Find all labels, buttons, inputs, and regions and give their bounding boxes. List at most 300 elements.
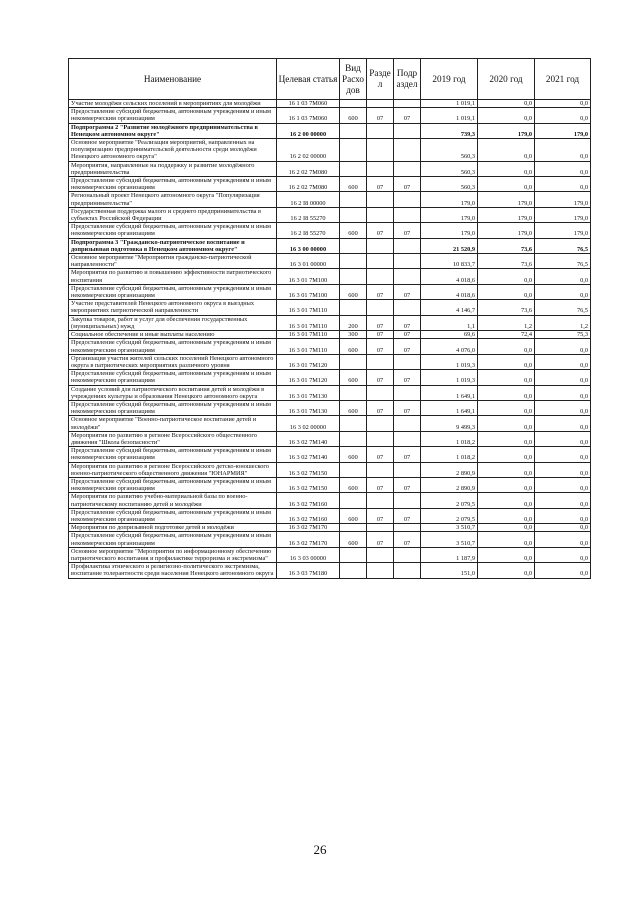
row-value-2020: 179,0: [478, 207, 535, 222]
row-target-code: 16 3 02 7М160: [277, 493, 340, 508]
row-target-code: 16 2 02 00000: [277, 139, 340, 162]
row-value-2021: 0,0: [535, 284, 591, 299]
row-section: [367, 192, 394, 207]
row-name: Основное мероприятие "Военно-патриотическое воспитание детей и молодёжи": [69, 416, 277, 431]
row-name: Организация участия жителей сельских поселений Ненецкого автономного округа в патриотических мероприятиях различного уровня: [69, 354, 277, 369]
row-target-code: 16 3 02 7М150: [277, 477, 340, 492]
row-name: Предоставление субсидий бюджетным, автономным учреждениям и иным некоммерческим организациям: [69, 508, 277, 523]
row-expense-type: [340, 547, 367, 562]
row-subsection: [394, 385, 421, 400]
table-row: [69, 223, 591, 238]
row-value-2019: 179,0: [421, 223, 478, 238]
row-section: [367, 139, 394, 162]
row-section: [367, 123, 394, 138]
row-value-2020: 0,0: [478, 524, 535, 532]
table-row: [69, 462, 591, 477]
row-expense-type: [340, 269, 367, 284]
table-row: [69, 331, 591, 339]
row-section: [367, 462, 394, 477]
row-value-2020: 0,0: [478, 139, 535, 162]
row-target-code: 16 3 02 7М140: [277, 447, 340, 462]
row-value-2019: 9 499,3: [421, 416, 478, 431]
row-expense-type: [340, 123, 367, 138]
header-2020: 2020 год: [478, 59, 535, 100]
row-value-2021: 0,0: [535, 100, 591, 108]
row-expense-type: 600: [340, 108, 367, 123]
row-name: Предоставление субсидий бюджетным, автономным учреждениям и иным некоммерческим организациям: [69, 284, 277, 299]
row-name: Предоставление субсидий бюджетным, автономным учреждениям и иным некоммерческим организациям: [69, 447, 277, 462]
page-number: 26: [313, 842, 327, 857]
row-section: 07: [367, 177, 394, 192]
row-name: Подпрограмма 3 "Гражданско-патриотическое воспитание и допризывная подготовка в Ненецком автономном округе": [69, 238, 277, 253]
row-target-code: 16 3 02 7М170: [277, 524, 340, 532]
row-value-2021: 0,0: [535, 400, 591, 415]
row-name: Предоставление субсидий бюджетным, автономным учреждениям и иным некоммерческим организациям: [69, 223, 277, 238]
table-row: [69, 238, 591, 253]
row-value-2021: 0,0: [535, 108, 591, 123]
table-row: [69, 284, 591, 299]
row-expense-type: [340, 192, 367, 207]
row-expense-type: 600: [340, 508, 367, 523]
row-section: 07: [367, 370, 394, 385]
row-subsection: [394, 493, 421, 508]
row-target-code: 16 3 01 7М130: [277, 385, 340, 400]
row-value-2019: 4 018,6: [421, 269, 478, 284]
row-value-2019: 21 520,9: [421, 238, 478, 253]
row-value-2021: 0,0: [535, 508, 591, 523]
table-row: [69, 315, 591, 330]
budget-table: [68, 58, 591, 579]
row-section: 07: [367, 447, 394, 462]
row-name: Основное мероприятие "Реализация мероприятий, направленных на популяризацию предпринимательской деятельности среди молодёжи Ненецкого автономного округа": [69, 139, 277, 162]
row-expense-type: 600: [340, 284, 367, 299]
header-2019: 2019 год: [421, 59, 478, 100]
row-section: 07: [367, 331, 394, 339]
table-row: [69, 139, 591, 162]
row-name: Предоставление субсидий бюджетным, автономным учреждениям и иным некоммерческим организациям: [69, 400, 277, 415]
row-value-2021: 0,0: [535, 385, 591, 400]
row-value-2021: 76,5: [535, 300, 591, 315]
row-value-2019: 1 019,3: [421, 370, 478, 385]
row-subsection: [394, 524, 421, 532]
row-value-2019: 1 019,3: [421, 354, 478, 369]
row-target-code: 16 2 I8 00000: [277, 192, 340, 207]
header-name: Наименование: [69, 59, 277, 100]
row-value-2019: 151,0: [421, 563, 478, 578]
row-target-code: 16 3 01 7М130: [277, 400, 340, 415]
row-subsection: 07: [394, 400, 421, 415]
row-value-2019: 2 890,9: [421, 462, 478, 477]
row-target-code: 16 3 02 00000: [277, 416, 340, 431]
row-target-code: 16 3 01 7М110: [277, 300, 340, 315]
row-subsection: [394, 563, 421, 578]
row-subsection: [394, 354, 421, 369]
row-target-code: 16 2 I8 55270: [277, 223, 340, 238]
row-subsection: 07: [394, 508, 421, 523]
row-section: [367, 269, 394, 284]
row-expense-type: [340, 493, 367, 508]
row-subsection: [394, 139, 421, 162]
row-expense-type: [340, 139, 367, 162]
row-name: Профилактика этнического и религиозно-политического экстремизма, воспитание толерантности среди населения Ненецкого автономного округа: [69, 563, 277, 578]
row-subsection: 07: [394, 339, 421, 354]
row-subsection: [394, 123, 421, 138]
row-value-2021: 179,0: [535, 123, 591, 138]
row-value-2019: 4 146,7: [421, 300, 478, 315]
row-value-2020: 0,0: [478, 339, 535, 354]
row-value-2020: 0,0: [478, 447, 535, 462]
row-value-2020: 179,0: [478, 192, 535, 207]
row-subsection: [394, 100, 421, 108]
row-value-2020: 73,6: [478, 238, 535, 253]
row-value-2020: 0,0: [478, 563, 535, 578]
row-target-code: 16 3 00 00000: [277, 238, 340, 253]
row-value-2019: 1 649,1: [421, 400, 478, 415]
row-expense-type: [340, 300, 367, 315]
row-name: Мероприятия по развитию и повышению эффективности патриотического воспитания: [69, 269, 277, 284]
row-value-2021: 0,0: [535, 477, 591, 492]
row-section: [367, 161, 394, 176]
row-value-2021: 0,0: [535, 524, 591, 532]
row-subsection: 07: [394, 532, 421, 547]
row-subsection: [394, 207, 421, 222]
table-row: [69, 254, 591, 269]
row-target-code: 16 3 03 7М180: [277, 563, 340, 578]
row-target-code: 16 3 01 7М110: [277, 315, 340, 330]
row-value-2020: 0,0: [478, 493, 535, 508]
row-value-2019: 1 019,1: [421, 100, 478, 108]
row-target-code: 16 3 02 7М140: [277, 431, 340, 446]
table-row: [69, 100, 591, 108]
row-expense-type: [340, 254, 367, 269]
row-value-2021: 0,0: [535, 139, 591, 162]
row-target-code: 16 3 01 7М120: [277, 354, 340, 369]
row-subsection: [394, 547, 421, 562]
row-name: Предоставление субсидий бюджетным, автономным учреждениям и иным некоммерческим организациям: [69, 108, 277, 123]
table-row: [69, 532, 591, 547]
table-row: [69, 493, 591, 508]
table-row: [69, 300, 591, 315]
row-target-code: 16 3 02 7М170: [277, 532, 340, 547]
row-target-code: 16 3 01 7М100: [277, 284, 340, 299]
table-header-row: [69, 59, 591, 100]
table-row: [69, 123, 591, 138]
row-section: [367, 524, 394, 532]
row-section: 07: [367, 339, 394, 354]
row-value-2021: 0,0: [535, 431, 591, 446]
table-row: [69, 177, 591, 192]
row-target-code: 16 2 00 00000: [277, 123, 340, 138]
row-name: Мероприятия по развитию учебно-материальной базы по военно-патриотическому воспитанию детей и молодёжи: [69, 493, 277, 508]
row-expense-type: 600: [340, 370, 367, 385]
row-expense-type: 600: [340, 400, 367, 415]
row-value-2021: 0,0: [535, 493, 591, 508]
row-value-2020: 0,0: [478, 108, 535, 123]
row-section: 07: [367, 400, 394, 415]
row-target-code: 16 3 01 7М120: [277, 370, 340, 385]
row-value-2020: 0,0: [478, 385, 535, 400]
row-target-code: 16 1 03 7М060: [277, 100, 340, 108]
row-name: Мероприятия, направленные на поддержку и развитие молодёжного предпринимательства: [69, 161, 277, 176]
row-value-2021: 0,0: [535, 370, 591, 385]
row-value-2021: 0,0: [535, 339, 591, 354]
row-expense-type: [340, 238, 367, 253]
row-target-code: 16 3 01 7М110: [277, 331, 340, 339]
row-subsection: 07: [394, 108, 421, 123]
table-row: [69, 207, 591, 222]
table-body: [69, 100, 591, 579]
table-row: [69, 508, 591, 523]
row-expense-type: [340, 563, 367, 578]
row-value-2020: 72,4: [478, 331, 535, 339]
row-expense-type: 300: [340, 331, 367, 339]
row-value-2019: 1 649,1: [421, 385, 478, 400]
row-target-code: 16 2 I8 55270: [277, 207, 340, 222]
row-subsection: [394, 254, 421, 269]
table-row: [69, 524, 591, 532]
row-target-code: 16 3 01 7М100: [277, 269, 340, 284]
row-section: 07: [367, 223, 394, 238]
row-section: [367, 300, 394, 315]
row-value-2020: 0,0: [478, 100, 535, 108]
row-value-2021: 0,0: [535, 547, 591, 562]
row-expense-type: [340, 207, 367, 222]
row-name: Предоставление субсидий бюджетным, автономным учреждениям и иным некоммерческим организациям: [69, 532, 277, 547]
row-name: Участие молодёжи сельских поселений в мероприятиях для молодёжи: [69, 100, 277, 108]
row-subsection: [394, 416, 421, 431]
row-expense-type: [340, 161, 367, 176]
row-value-2019: 1 018,2: [421, 447, 478, 462]
row-expense-type: [340, 385, 367, 400]
row-value-2020: 179,0: [478, 123, 535, 138]
row-expense-type: 200: [340, 315, 367, 330]
row-name: Предоставление субсидий бюджетным, автономным учреждениям и иным некоммерческим организациям: [69, 177, 277, 192]
row-name: Предоставление субсидий бюджетным, автономным учреждениям и иным некоммерческим организациям: [69, 339, 277, 354]
table-row: [69, 477, 591, 492]
row-value-2020: 0,0: [478, 177, 535, 192]
row-value-2019: 2 079,5: [421, 493, 478, 508]
row-value-2020: 0,0: [478, 508, 535, 523]
row-value-2019: 560,3: [421, 161, 478, 176]
row-expense-type: 600: [340, 447, 367, 462]
row-value-2021: 76,5: [535, 254, 591, 269]
row-name: Подпрограмма 2 "Развитие молодёжного предпринимательства в Ненецком автономном округе": [69, 123, 277, 138]
row-value-2021: 0,0: [535, 161, 591, 176]
row-subsection: 07: [394, 177, 421, 192]
row-value-2021: 75,3: [535, 331, 591, 339]
row-section: [367, 416, 394, 431]
row-value-2019: 179,0: [421, 207, 478, 222]
row-value-2020: 0,0: [478, 462, 535, 477]
row-value-2020: 73,6: [478, 300, 535, 315]
row-section: [367, 354, 394, 369]
row-subsection: [394, 238, 421, 253]
row-value-2021: 0,0: [535, 563, 591, 578]
row-name: Предоставление субсидий бюджетным, автономным учреждениям и иным некоммерческим организациям: [69, 370, 277, 385]
row-target-code: 16 1 03 7М060: [277, 108, 340, 123]
row-value-2021: 0,0: [535, 269, 591, 284]
row-value-2020: 0,0: [478, 416, 535, 431]
row-section: [367, 431, 394, 446]
row-target-code: 16 3 03 00000: [277, 547, 340, 562]
row-value-2020: 0,0: [478, 532, 535, 547]
row-value-2021: 0,0: [535, 416, 591, 431]
row-value-2020: 0,0: [478, 431, 535, 446]
row-subsection: 07: [394, 331, 421, 339]
row-subsection: 07: [394, 315, 421, 330]
row-section: 07: [367, 477, 394, 492]
row-value-2021: 76,5: [535, 238, 591, 253]
row-value-2019: 3 510,7: [421, 532, 478, 547]
row-subsection: 07: [394, 223, 421, 238]
row-value-2020: 0,0: [478, 161, 535, 176]
table-row: [69, 563, 591, 578]
row-value-2020: 73,6: [478, 254, 535, 269]
row-value-2019: 10 833,7: [421, 254, 478, 269]
row-value-2021: 179,0: [535, 207, 591, 222]
row-section: 07: [367, 284, 394, 299]
row-name: Региональный проект Ненецкого автономного округа "Популяризация предпринимательства": [69, 192, 277, 207]
row-subsection: 07: [394, 447, 421, 462]
row-target-code: 16 2 02 7М080: [277, 161, 340, 176]
row-section: 07: [367, 315, 394, 330]
row-value-2020: 0,0: [478, 547, 535, 562]
row-value-2020: 0,0: [478, 269, 535, 284]
table-row: [69, 192, 591, 207]
row-value-2019: 4 018,6: [421, 284, 478, 299]
row-value-2020: 0,0: [478, 477, 535, 492]
table-row: [69, 339, 591, 354]
row-value-2019: 2 890,9: [421, 477, 478, 492]
row-name: Участие представителей Ненецкого автономного округа в выездных мероприятиях патриотической направленности: [69, 300, 277, 315]
row-value-2019: 3 510,7: [421, 524, 478, 532]
row-value-2020: 0,0: [478, 354, 535, 369]
row-value-2019: 69,6: [421, 331, 478, 339]
row-name: Основное мероприятие "Мероприятия гражданско-патриотической направленности": [69, 254, 277, 269]
row-section: 07: [367, 532, 394, 547]
table-row: [69, 547, 591, 562]
table-row: [69, 447, 591, 462]
row-value-2019: 4 076,0: [421, 339, 478, 354]
row-name: Основное мероприятие "Мероприятия по информационному обеспечению патриотического воспитания и профилактике терроризма и экстремизма": [69, 547, 277, 562]
row-value-2021: 0,0: [535, 447, 591, 462]
row-section: 07: [367, 508, 394, 523]
row-target-code: 16 3 02 7М160: [277, 508, 340, 523]
row-value-2021: 0,0: [535, 354, 591, 369]
row-section: [367, 100, 394, 108]
row-value-2019: 1 187,9: [421, 547, 478, 562]
row-subsection: [394, 300, 421, 315]
row-name: Мероприятия по допризывной подготовке детей и молодёжи: [69, 524, 277, 532]
row-target-code: 16 3 02 7М150: [277, 462, 340, 477]
row-name: Государственная поддержка малого и среднего предпринимательства в субъектах Российской Федерации: [69, 207, 277, 222]
row-value-2021: 0,0: [535, 177, 591, 192]
row-value-2019: 179,0: [421, 192, 478, 207]
table-row: [69, 400, 591, 415]
row-value-2019: 2 079,5: [421, 508, 478, 523]
header-section: Разде л: [367, 59, 394, 100]
table-row: [69, 431, 591, 446]
row-value-2019: 1,1: [421, 315, 478, 330]
row-value-2020: 0,0: [478, 400, 535, 415]
row-value-2021: 1,2: [535, 315, 591, 330]
header-code: Целевая статья: [277, 59, 340, 100]
row-subsection: [394, 161, 421, 176]
row-value-2021: 179,0: [535, 223, 591, 238]
row-value-2021: 179,0: [535, 192, 591, 207]
row-value-2021: 0,0: [535, 532, 591, 547]
row-value-2021: 0,0: [535, 462, 591, 477]
row-name: Предоставление субсидий бюджетным, автономным учреждениям и иным некоммерческим организациям: [69, 477, 277, 492]
row-name: Социальное обеспечение и иные выплаты населению: [69, 331, 277, 339]
table-row: [69, 385, 591, 400]
row-section: 07: [367, 108, 394, 123]
row-value-2019: 560,3: [421, 177, 478, 192]
row-value-2019: 560,3: [421, 139, 478, 162]
row-expense-type: [340, 100, 367, 108]
row-name: Закупка товаров, работ и услуг для обеспечения государственных (муниципальных) нужд: [69, 315, 277, 330]
row-expense-type: 600: [340, 177, 367, 192]
row-subsection: 07: [394, 370, 421, 385]
table-row: [69, 354, 591, 369]
table-row: [69, 269, 591, 284]
row-expense-type: [340, 462, 367, 477]
row-expense-type: [340, 354, 367, 369]
row-subsection: 07: [394, 284, 421, 299]
row-target-code: 16 3 01 00000: [277, 254, 340, 269]
row-value-2020: 0,0: [478, 370, 535, 385]
row-target-code: 16 2 02 7М080: [277, 177, 340, 192]
table-row: [69, 108, 591, 123]
row-expense-type: 600: [340, 339, 367, 354]
row-section: [367, 238, 394, 253]
row-expense-type: 600: [340, 477, 367, 492]
row-value-2020: 0,0: [478, 284, 535, 299]
row-expense-type: [340, 431, 367, 446]
row-section: [367, 385, 394, 400]
row-expense-type: [340, 524, 367, 532]
row-name: Мероприятия по развитию в регионе Всероссийского детско-юношеского военно-патриотического общественного движения "ЮНАРМИЯ": [69, 462, 277, 477]
row-section: [367, 563, 394, 578]
header-expense-type: Вид Расхо дов: [340, 59, 367, 100]
row-target-code: 16 3 01 7М110: [277, 339, 340, 354]
row-expense-type: [340, 416, 367, 431]
table-row: [69, 416, 591, 431]
row-value-2019: 1 019,1: [421, 108, 478, 123]
row-value-2019: 1 018,2: [421, 431, 478, 446]
row-subsection: [394, 431, 421, 446]
row-subsection: 07: [394, 477, 421, 492]
row-expense-type: 600: [340, 532, 367, 547]
row-subsection: [394, 192, 421, 207]
row-value-2020: 179,0: [478, 223, 535, 238]
table-row: [69, 161, 591, 176]
header-2021: 2021 год: [535, 59, 591, 100]
row-name: Мероприятия по развитию в регионе Всероссийского общественного движения "Школа безопасности": [69, 431, 277, 446]
row-value-2019: 739,3: [421, 123, 478, 138]
row-section: [367, 254, 394, 269]
row-section: [367, 547, 394, 562]
row-subsection: [394, 462, 421, 477]
row-subsection: [394, 269, 421, 284]
row-expense-type: 600: [340, 223, 367, 238]
table-row: [69, 370, 591, 385]
row-section: [367, 493, 394, 508]
row-name: Создание условий для патриотического воспитания детей и молодёжи в учреждениях культуры и образования Ненецкого автономного округа: [69, 385, 277, 400]
header-subsection: Подр аздел: [394, 59, 421, 100]
row-value-2020: 1,2: [478, 315, 535, 330]
row-section: [367, 207, 394, 222]
